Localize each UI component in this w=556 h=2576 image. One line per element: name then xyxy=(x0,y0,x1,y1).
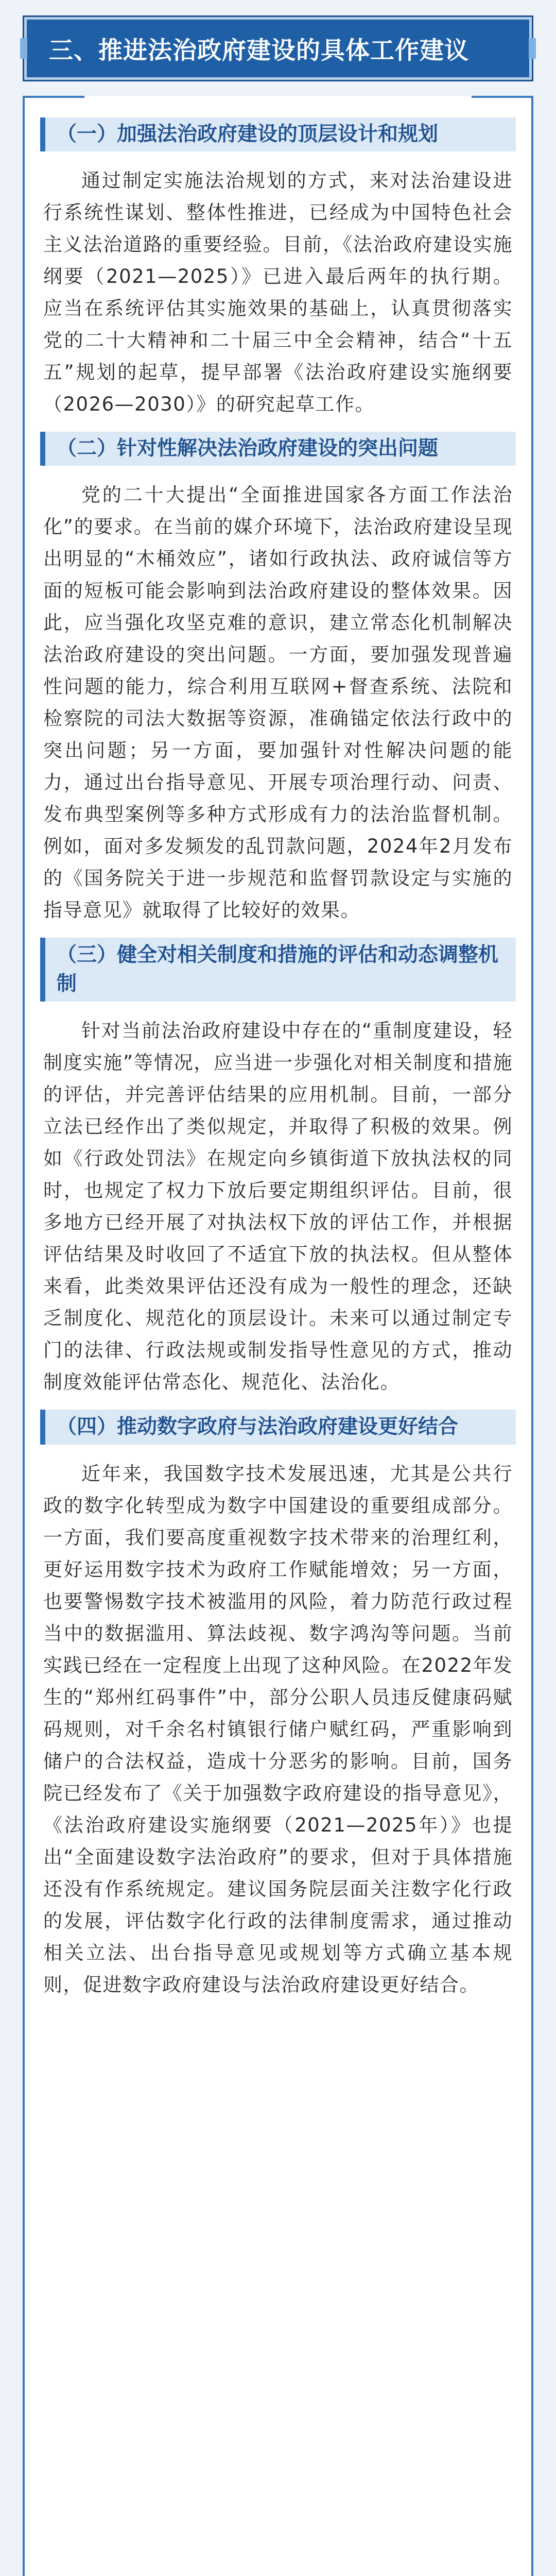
subsection-2 xyxy=(40,432,516,926)
banner-title: 三、推进法治政府建设的具体工作建议 xyxy=(49,36,469,65)
subsection-heading: （三）健全对相关制度和措施的评估和动态调整机制 xyxy=(40,938,516,1002)
page xyxy=(0,15,556,2576)
subsection-1 xyxy=(40,117,516,420)
subsection-heading: （二）针对性解决法治政府建设的突出问题 xyxy=(40,432,516,466)
subsection-body: 通过制定实施法治规划的方式，来对法治建设进行系统性谋划、整体性推进，已经成为中国特色社会主义法治道路的重要经验。目前，《法治政府建设实施纲要（2021—2025）》已进入最后两年的执行期。应当在系统评估其实施效果的基础上，认真贯彻落实党的二十大精神和二十届三中全会精神，结合“十五五”规划的起草，提早部署《法治政府建设实施纲要（2026—2030）》的研究起草工作。 xyxy=(43,170,513,415)
frame-corner-decoration xyxy=(472,96,533,116)
frame-corner-decoration xyxy=(23,96,84,116)
content-frame xyxy=(23,96,533,2576)
subsection-3 xyxy=(40,938,516,1398)
subsection-4 xyxy=(40,1410,516,2001)
subsection-heading: （四）推动数字政府与法治政府建设更好结合 xyxy=(40,1410,516,1445)
subsection-body: 党的二十大提出“全面推进国家各方面工作法治化”的要求。在当前的媒介环境下，法治政府建设呈现出明显的“木桶效应”，诸如行政执法、政府诚信等方面的短板可能会影响到法治政府建设的整体效果。因此，应当强化攻坚克难的意识，建立常态化机制解决法治政府建设的突出问题。一方面，要加强发现普遍性问题的能力，综合利用互联网+督查系统、法院和检察院的司法大数据等资源，准确锚定依法行政中的突出问题；另一方面，要加强针对性解决问题的能力，通过出台指导意见、开展专项治理行动、问责、发布典型案例等多种方式形成有力的法治监督机制。例如，面对多发频发的乱罚款问题，2024年2月发布的《国务院关于进一步规范和监督罚款设定与实施的指导意见》就取得了比较好的效果。 xyxy=(43,484,513,921)
subsection-body: 针对当前法治政府建设中存在的“重制度建设，轻制度实施”等情况，应当进一步强化对相关制度和措施的评估，并完善评估结果的应用机制。目前，一部分立法已经作出了类似规定，并取得了积极的效果。例如《行政处罚法》在规定向乡镇街道下放执法权的同时，也规定了权力下放后要定期组织评估。目前，很多地方已经开展了对执法权下放的评估工作，并根据评估结果及时收回了不适宜下放的执法权。但从整体来看，此类效果评估还没有成为一般性的理念，还缺乏制度化、规范化的顶层设计。未来可以通过制定专门的法律、行政法规或制发指导性意见的方式，推动制度效能评估常态化、规范化、法治化。 xyxy=(43,1020,513,1393)
section-banner xyxy=(23,15,533,81)
subsection-body: 近年来，我国数字技术发展迅速，尤其是公共行政的数字化转型成为数字中国建设的重要组成部分。一方面，我们要高度重视数字技术带来的治理红利，更好运用数字技术为政府工作赋能增效；另一方面，也要警惕数字技术被滥用的风险，着力防范行政过程当中的数据滥用、算法歧视、数字鸿沟等问题。当前实践已经在一定程度上出现了这种风险。在2022年发生的“郑州红码事件”中，部分公职人员违反健康码赋码规则，对千余名村镇银行储户赋红码，严重影响到储户的合法权益，造成十分恶劣的影响。目前，国务院已经发布了《关于加强数字政府建设的指导意见》，《法治政府建设实施纲要（2021—2025年）》也提出“全面建设数字法治政府”的要求，但对于具体措施还没有作系统规定。建议国务院层面关注数字化行政的发展，评估数字化行政的法律制度需求，通过推动相关立法、出台指导意见或规划等方式确立基本规则，促进数字政府建设与法治政府建设更好结合。 xyxy=(43,1463,513,1996)
subsection-heading: （一）加强法治政府建设的顶层设计和规划 xyxy=(40,117,516,151)
